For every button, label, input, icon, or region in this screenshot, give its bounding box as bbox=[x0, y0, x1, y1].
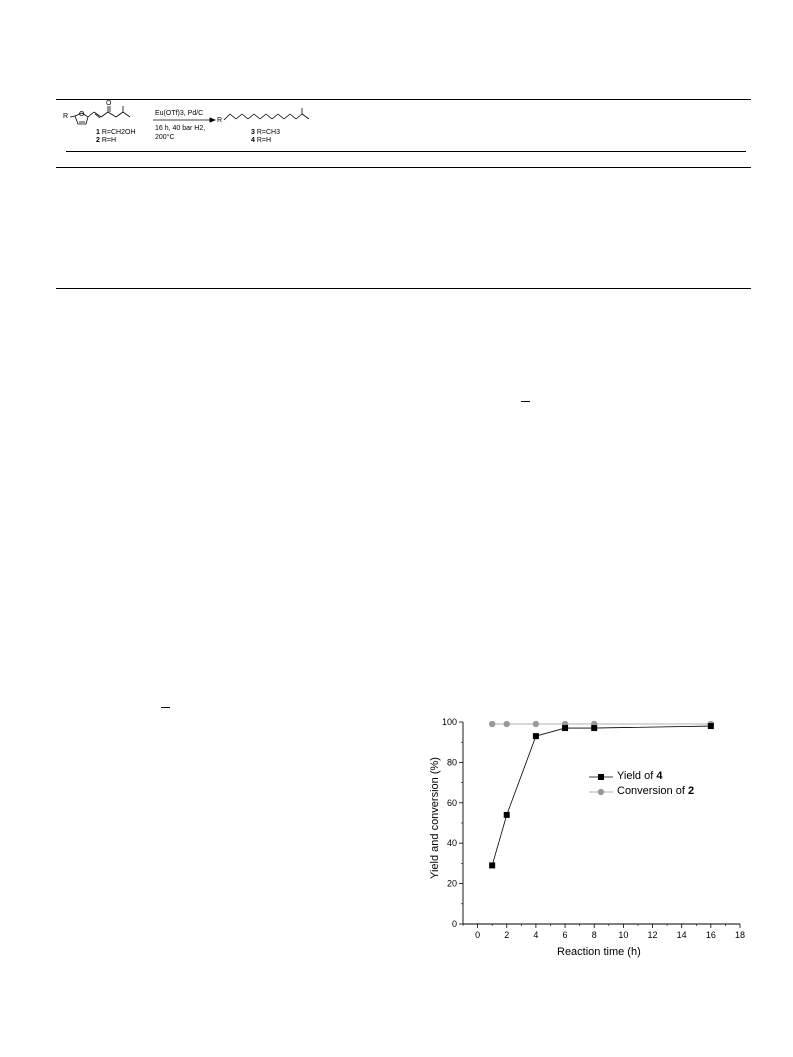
compound-3-label: 3 R=CH3 bbox=[251, 129, 280, 136]
x-tick-label: 6 bbox=[562, 930, 568, 940]
x-tick-label: 16 bbox=[705, 930, 716, 940]
x-tick-label: 8 bbox=[591, 930, 597, 940]
x-tick-label: 12 bbox=[647, 930, 658, 940]
table-header-rule bbox=[56, 167, 751, 168]
scheme-bottom-rule bbox=[66, 151, 746, 152]
x-tick-label: 2 bbox=[504, 930, 510, 940]
y-tick-label: 40 bbox=[446, 838, 457, 849]
legend-circle-marker bbox=[589, 787, 613, 797]
scheme-furan-oxygen: O bbox=[79, 111, 85, 118]
legend-label-conversion: Conversion of 2 bbox=[617, 785, 695, 797]
data-point-square bbox=[533, 733, 539, 739]
y-tick-label: 100 bbox=[441, 717, 457, 727]
table-bottom-rule bbox=[56, 288, 751, 289]
compound-4-label: 4 R=H bbox=[251, 137, 272, 144]
y-tick-label: 80 bbox=[446, 757, 457, 768]
x-tick-label: 0 bbox=[475, 930, 481, 940]
x-tick-label: 10 bbox=[618, 930, 629, 940]
scheme-r-right: R bbox=[217, 117, 223, 124]
x-tick-label: 4 bbox=[533, 930, 539, 940]
x-tick-label: 14 bbox=[676, 930, 687, 940]
data-point-square bbox=[562, 725, 568, 731]
data-point-square bbox=[489, 862, 495, 868]
x-tick-label: 18 bbox=[734, 930, 746, 940]
y-tick-label: 20 bbox=[446, 878, 457, 889]
chart-axes bbox=[442, 717, 745, 940]
y-tick-label: 0 bbox=[451, 919, 457, 929]
conditions-line-2: 16 h, 40 bar H2, bbox=[155, 125, 206, 132]
data-point-square bbox=[504, 812, 510, 818]
data-point-square bbox=[591, 725, 597, 731]
x-axis-title: Reaction time (h) bbox=[557, 946, 641, 958]
legend-label-yield: Yield of 4 bbox=[617, 770, 663, 782]
compound-2-label: 2 R=H bbox=[96, 137, 117, 144]
conditions-line-3: 200°C bbox=[155, 134, 175, 141]
legend-square-marker bbox=[589, 772, 613, 782]
data-point-circle bbox=[504, 721, 510, 727]
yield-conversion-chart bbox=[420, 710, 770, 970]
data-point-circle bbox=[489, 721, 495, 727]
scheme-ketone-oxygen: O bbox=[106, 100, 112, 107]
compound-1-label: 1 R=CH2OH bbox=[96, 129, 136, 136]
chart-legend bbox=[589, 770, 729, 800]
reaction-scheme bbox=[60, 100, 360, 150]
y-tick-label: 60 bbox=[446, 797, 457, 808]
data-point-circle bbox=[533, 721, 539, 727]
scheme-r-left: R bbox=[63, 113, 69, 120]
data-point-square bbox=[708, 723, 714, 729]
y-axis-title: Yield and conversion (%) bbox=[429, 757, 441, 879]
overbar-mark bbox=[521, 401, 530, 402]
conditions-line-1: Eu(OTf)3, Pd/C bbox=[155, 110, 204, 117]
overbar-mark bbox=[161, 707, 170, 708]
